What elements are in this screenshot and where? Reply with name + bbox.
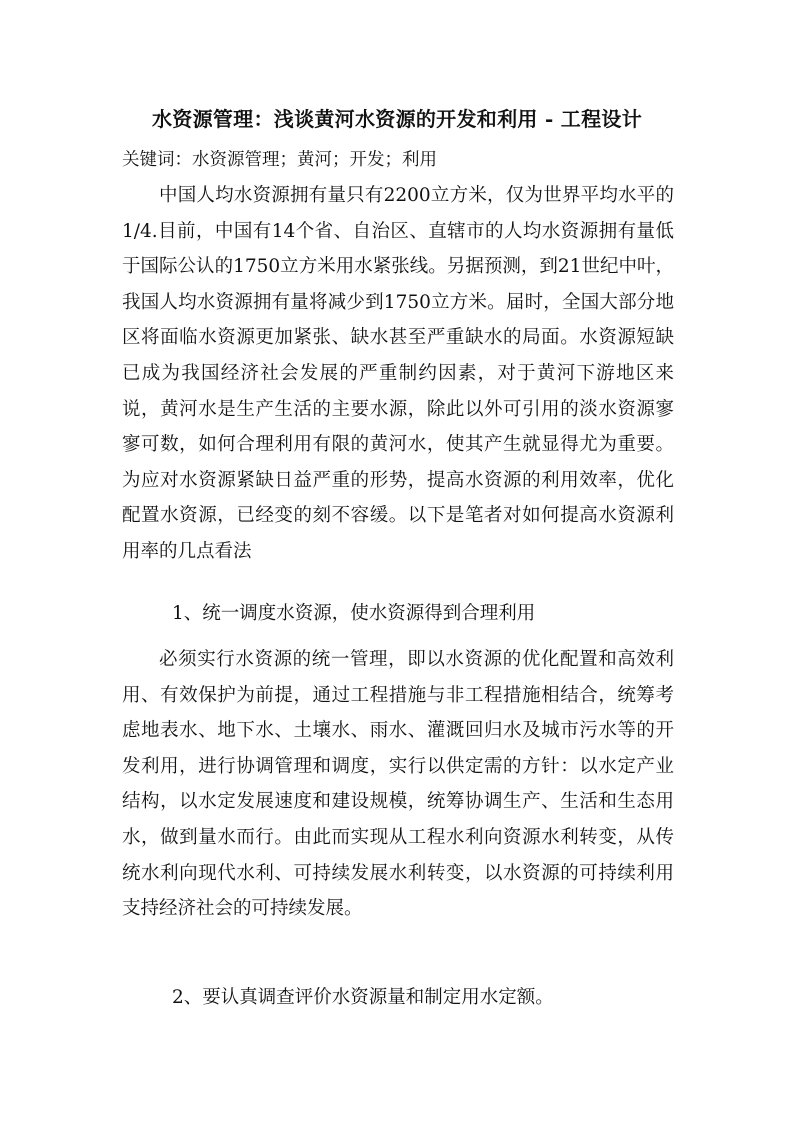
keywords-line: 关键词：水资源管理；黄河；开发；利用 <box>122 150 437 170</box>
body-paragraph: 必须实行水资源的统一管理，即以水资源的优化配置和高效利用、有效保护为前提，通过工程措施与非工程措施相结合，统筹考虑地表水、地下水、土壤水、雨水、灌溉回归水及城市污水等的开发利用，进行协调管理和调度，实行以供定需的方针：以水定产业结构，以水定发展速度和建设规模，统筹协调生产、生活和生态用水，做到量水而行。由此而实现从工程水利向资源水利转变，从传统水利向现代水利、可持续发展水利转变，以水资源的可持续利用支持经济社会的可持续发展。 <box>122 649 674 920</box>
document-title: 水资源管理：浅谈黄河水资源的开发和利用 - 工程设计 <box>151 107 643 131</box>
section-heading: 1、统一调度水资源，使水资源得到合理利用 <box>172 603 536 624</box>
body-paragraph: 中国人均水资源拥有量只有2200立方米，仅为世界平均水平的1/4.目前，中国有14个省、自治区、直辖市的人均水资源拥有量低于国际公认的1750立方米用水紧张线。另据预测，到21世纪中叶，我国人均水资源拥有量将减少到1750立方米。届时，全国大部分地区将面临水资源更加紧张、缺水甚至严重缺水的局面。水资源短缺已成为我国经济社会发展的严重制约因素，对于黄河下游地区来说，黄河水是生产生活的主要水源，除此以外可引用的淡水资源寥寥可数，如何合理利用有限的黄河水，使其产生就显得尤为重要。为应对水资源紧缺日益严重的形势，提高水资源的利用效率，优化配置水资源，已经变的刻不容缓。以下是笔者对如何提高水资源利用率的几点看法 <box>122 185 674 562</box>
section-heading: 2、要认真调查评价水资源量和制定用水定额。 <box>172 987 554 1008</box>
